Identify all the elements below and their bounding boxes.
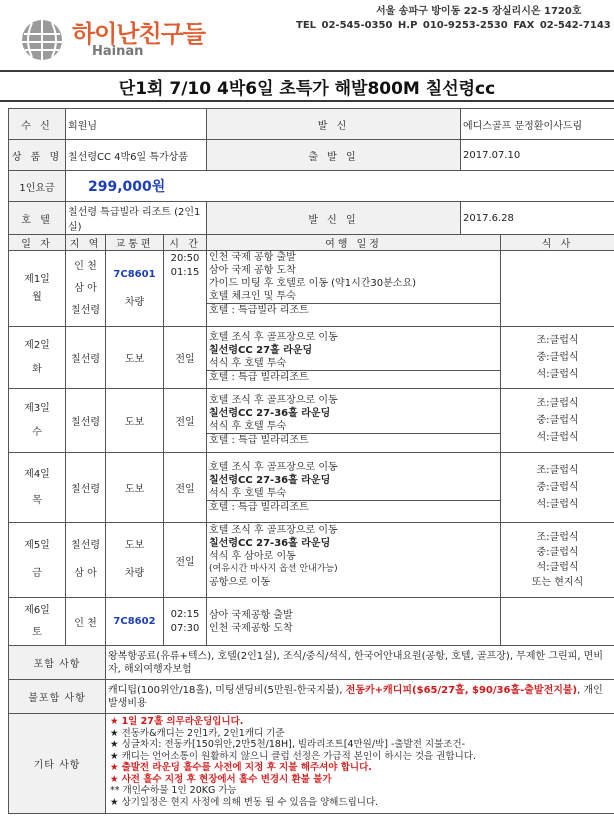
region: 칠선령 — [71, 304, 100, 316]
note-item: ★ 1일 27홀 의무라운딩입니다. — [110, 716, 244, 727]
flight-number: 7C8601 — [113, 268, 156, 280]
time: 20:50 — [170, 253, 200, 264]
hotel-info: 호텔 : 특급빌라 리조트 — [207, 303, 500, 317]
transport: 도보 — [106, 327, 164, 389]
product-value: 칠선령CC 4박6일 특가상품 — [66, 140, 207, 171]
meal: 중:클럽식 — [536, 352, 579, 363]
note-item: ★ 사전 홀수 지정 후 현장에서 홀수 변경시 환불 불가 — [110, 773, 332, 785]
day-of-week: 금 — [32, 568, 42, 579]
excluded-label: 불포함 사항 — [9, 680, 106, 714]
sent-date-value: 2017.6.28 — [461, 202, 614, 235]
hotel-value: 칠선령 특급빌라 리조트 (2인1실) — [66, 202, 207, 235]
meal: 석:클럽식 — [536, 562, 579, 573]
schedule-item: 칠선령CC 27-36홀 라운딩 — [209, 475, 331, 486]
depart-label: 출 발 일 — [207, 140, 461, 171]
meal: 조:클럽식 — [536, 465, 579, 476]
meal: 중:클럽식 — [536, 482, 579, 493]
hotel-label: 호 텔 — [9, 202, 66, 235]
region: 칠선령 — [66, 389, 106, 453]
col-schedule: 여행 일정 — [207, 235, 501, 251]
region: 칠선령 — [66, 453, 106, 523]
region: 삼 아 — [74, 282, 97, 294]
company-logo — [10, 4, 210, 64]
schedule-item: 호텔 조식 후 골프장으로 이동 — [209, 332, 338, 343]
day-number: 제4일 — [24, 468, 50, 480]
time: 전일 — [164, 327, 207, 389]
schedule-item: 칠선령CC 27홀 라운딩 — [209, 345, 313, 356]
hotel-info: 호텔 : 특급 빌라리조트 — [207, 500, 500, 514]
excluded-text: 캐디팁(100위안/18홀), 미팅샌딩비(5만원-한국지불), — [108, 684, 346, 696]
day-number: 제2일 — [24, 339, 50, 351]
transport: 도보 — [106, 389, 164, 453]
star-icon: ★ — [110, 773, 119, 785]
star-icon: ★ — [110, 762, 119, 773]
logo-english: Hainan — [92, 44, 144, 59]
itinerary-table — [8, 108, 614, 814]
schedule-item: 가이드 미팅 후 호텔로 이동 (약1시간30분소요) — [209, 278, 417, 289]
divider — [0, 70, 614, 72]
day-of-week: 토 — [32, 626, 42, 638]
schedule-header — [9, 235, 614, 251]
meal: 석:클럽식 — [536, 432, 579, 443]
day-row — [9, 389, 614, 453]
schedule-item: 삼아 국제공항 출발 — [209, 609, 293, 621]
hotel-info: 호텔 : 특급 빌라리조트 — [207, 433, 500, 447]
sender-value: 에디스골프 문정환이사드림 — [461, 109, 614, 140]
time: 전일 — [164, 453, 207, 523]
day-number: 제1일 — [24, 273, 50, 285]
letterhead — [0, 0, 614, 70]
star-icon: ★ — [110, 716, 119, 727]
price-value: 299,000원 — [66, 171, 614, 202]
region: 인 천 — [66, 598, 106, 646]
transport: 도보 — [106, 453, 164, 523]
transport: 도보 — [124, 540, 145, 551]
schedule-item: 인천 국제 공항 출발 — [209, 252, 296, 263]
meal: 중:클럽식 — [536, 415, 579, 426]
note-item: ★ 상기일정은 현지 사정에 의해 변동 될 수 있음을 양해드립니다. — [110, 796, 379, 808]
day-row — [9, 598, 614, 646]
excluded-value — [106, 680, 614, 714]
included-label: 포함 사항 — [9, 646, 106, 680]
notes-label: 기타 사항 — [9, 714, 106, 814]
region: 인 천 — [74, 260, 97, 272]
region: 칠선령 — [66, 327, 106, 389]
logo-korean: 하이난친구들 — [72, 20, 206, 48]
divider — [0, 100, 614, 102]
depart-value: 2017.07.10 — [461, 140, 614, 171]
day-number: 제5일 — [24, 540, 50, 551]
schedule-item: 인천 국제공항 도착 — [209, 622, 293, 634]
notes-list — [106, 714, 614, 814]
schedule-item: 칠선령CC 27-36홀 라운딩 — [209, 538, 331, 549]
star-icon: ★ — [110, 796, 119, 808]
note-item: ★ 캐디는 언어소통이 원활하지 않으니 클럽 선정은 가급적 본인이 하시는 것을 권합니다. — [110, 750, 476, 762]
hotel-info: 호텔 : 특급 빌라리조트 — [207, 370, 500, 384]
note-item: ★ 전동카&캐디는 2인1카, 2인1캐디 기준 — [110, 727, 285, 739]
region: 칠선령 — [71, 540, 100, 551]
excluded-text: , 개인발생비용 — [108, 684, 603, 709]
globe-icon — [20, 18, 64, 62]
col-transport: 교통편 — [106, 235, 164, 251]
day-row — [9, 327, 614, 389]
sent-date-label: 발 신 일 — [207, 202, 461, 235]
day-of-week: 수 — [32, 426, 42, 438]
sender-label: 발 신 — [207, 109, 461, 140]
star-icon: ★ — [110, 739, 119, 750]
schedule-item: 석식 후 삼아로 이동 — [209, 551, 296, 562]
schedule-item: 삼아 국제 공항 도착 — [209, 265, 296, 276]
schedule-item: 석식 후 호텔 투숙 — [209, 488, 287, 499]
region: 삼 아 — [74, 568, 97, 579]
excluded-cart-caddie: 전동카+캐디피($65/27홀, $90/36홀-출발전지불) — [345, 684, 578, 696]
meal: 조:클럽식 — [536, 398, 579, 409]
company-address: 서울 송파구 방이동 22-5 장실리시온 1720호 — [376, 6, 582, 17]
day-number: 제3일 — [24, 402, 50, 414]
day-row — [9, 453, 614, 523]
meal: 조:클럽식 — [536, 335, 579, 346]
day-number: 제6일 — [24, 604, 50, 616]
col-date: 일 자 — [9, 235, 66, 251]
time: 전일 — [164, 523, 207, 598]
time: 02:15 — [170, 608, 200, 620]
schedule-item: 호텔 조식 후 골프장으로 이동 — [209, 525, 338, 536]
recipient-value: 회원님 — [66, 109, 207, 140]
meal: 조:클럽식 — [536, 532, 579, 543]
meal: 중:클럽식 — [536, 547, 579, 558]
day-of-week: 월 — [32, 291, 42, 303]
meal: 석:클럽식 — [536, 369, 579, 380]
note-item: ★ 싱글차지: 전동카[150위안,2만5천/18H], 빌라리조트[4만원/박] -출발전 지불조건- — [110, 739, 466, 750]
col-time: 시 간 — [164, 235, 207, 251]
day-of-week: 화 — [32, 363, 42, 375]
star-icon: ★ — [110, 750, 119, 762]
col-meals: 식 사 — [501, 235, 614, 251]
star-icon: ★ — [110, 727, 119, 739]
time: 07:30 — [170, 622, 200, 634]
included-value: 왕복항공료(유류+텍스), 호텔(2인1실), 조식/중식/석식, 한국어안내요원(공항, 호텔, 골프장), 무제한 그린피, 면비자, 해외여행자보험 — [106, 646, 614, 680]
schedule-item: 호텔 조식 후 골프장으로 이동 — [209, 462, 338, 473]
document-title: 단1회 7/10 4박6일 초특가 해발800M 칠선령cc — [118, 79, 496, 99]
transport: 차량 — [124, 568, 145, 579]
transport: 차량 — [124, 296, 145, 308]
schedule-item: 공항으로 이동 — [209, 577, 271, 588]
note-item: ★ 출발전 라운딩 홀수를 사전에 지정 후 지불 해주셔야 합니다. — [110, 762, 372, 773]
day-of-week: 목 — [32, 494, 42, 506]
schedule-item: 칠선령CC 27-36홀 라운딩 — [209, 408, 331, 419]
note-item: ** 개인수하물 1인 20KG 가능 — [110, 785, 237, 796]
price-label: 1인요금 — [9, 171, 66, 202]
flight-number: 7C8602 — [106, 598, 164, 646]
time: 전일 — [164, 389, 207, 453]
time: 01:15 — [170, 267, 200, 278]
meal: 석:클럽식 — [536, 499, 579, 510]
product-label: 상 품 명 — [9, 140, 66, 171]
star-icon: ** — [110, 785, 120, 796]
meal: 또는 현지식 — [531, 577, 584, 588]
schedule-item: 호텔 조식 후 골프장으로 이동 — [209, 395, 338, 406]
day-row — [9, 523, 614, 598]
schedule-item: 석식 후 호텔 투숙 — [209, 421, 287, 432]
schedule-item: (여유시간 마사지 옵션 안내가능) — [209, 564, 338, 574]
day-row — [9, 251, 614, 327]
schedule-item: 석식 후 호텔 투숙 — [209, 358, 287, 369]
company-contact: TEL 02-545-0350 H.P 010-9253-2530 FAX 02-542-7143 — [296, 20, 611, 31]
recipient-label: 수 신 — [9, 109, 66, 140]
schedule-item: 호텔 체크인 및 투숙 — [209, 291, 296, 302]
col-region: 지 역 — [66, 235, 106, 251]
